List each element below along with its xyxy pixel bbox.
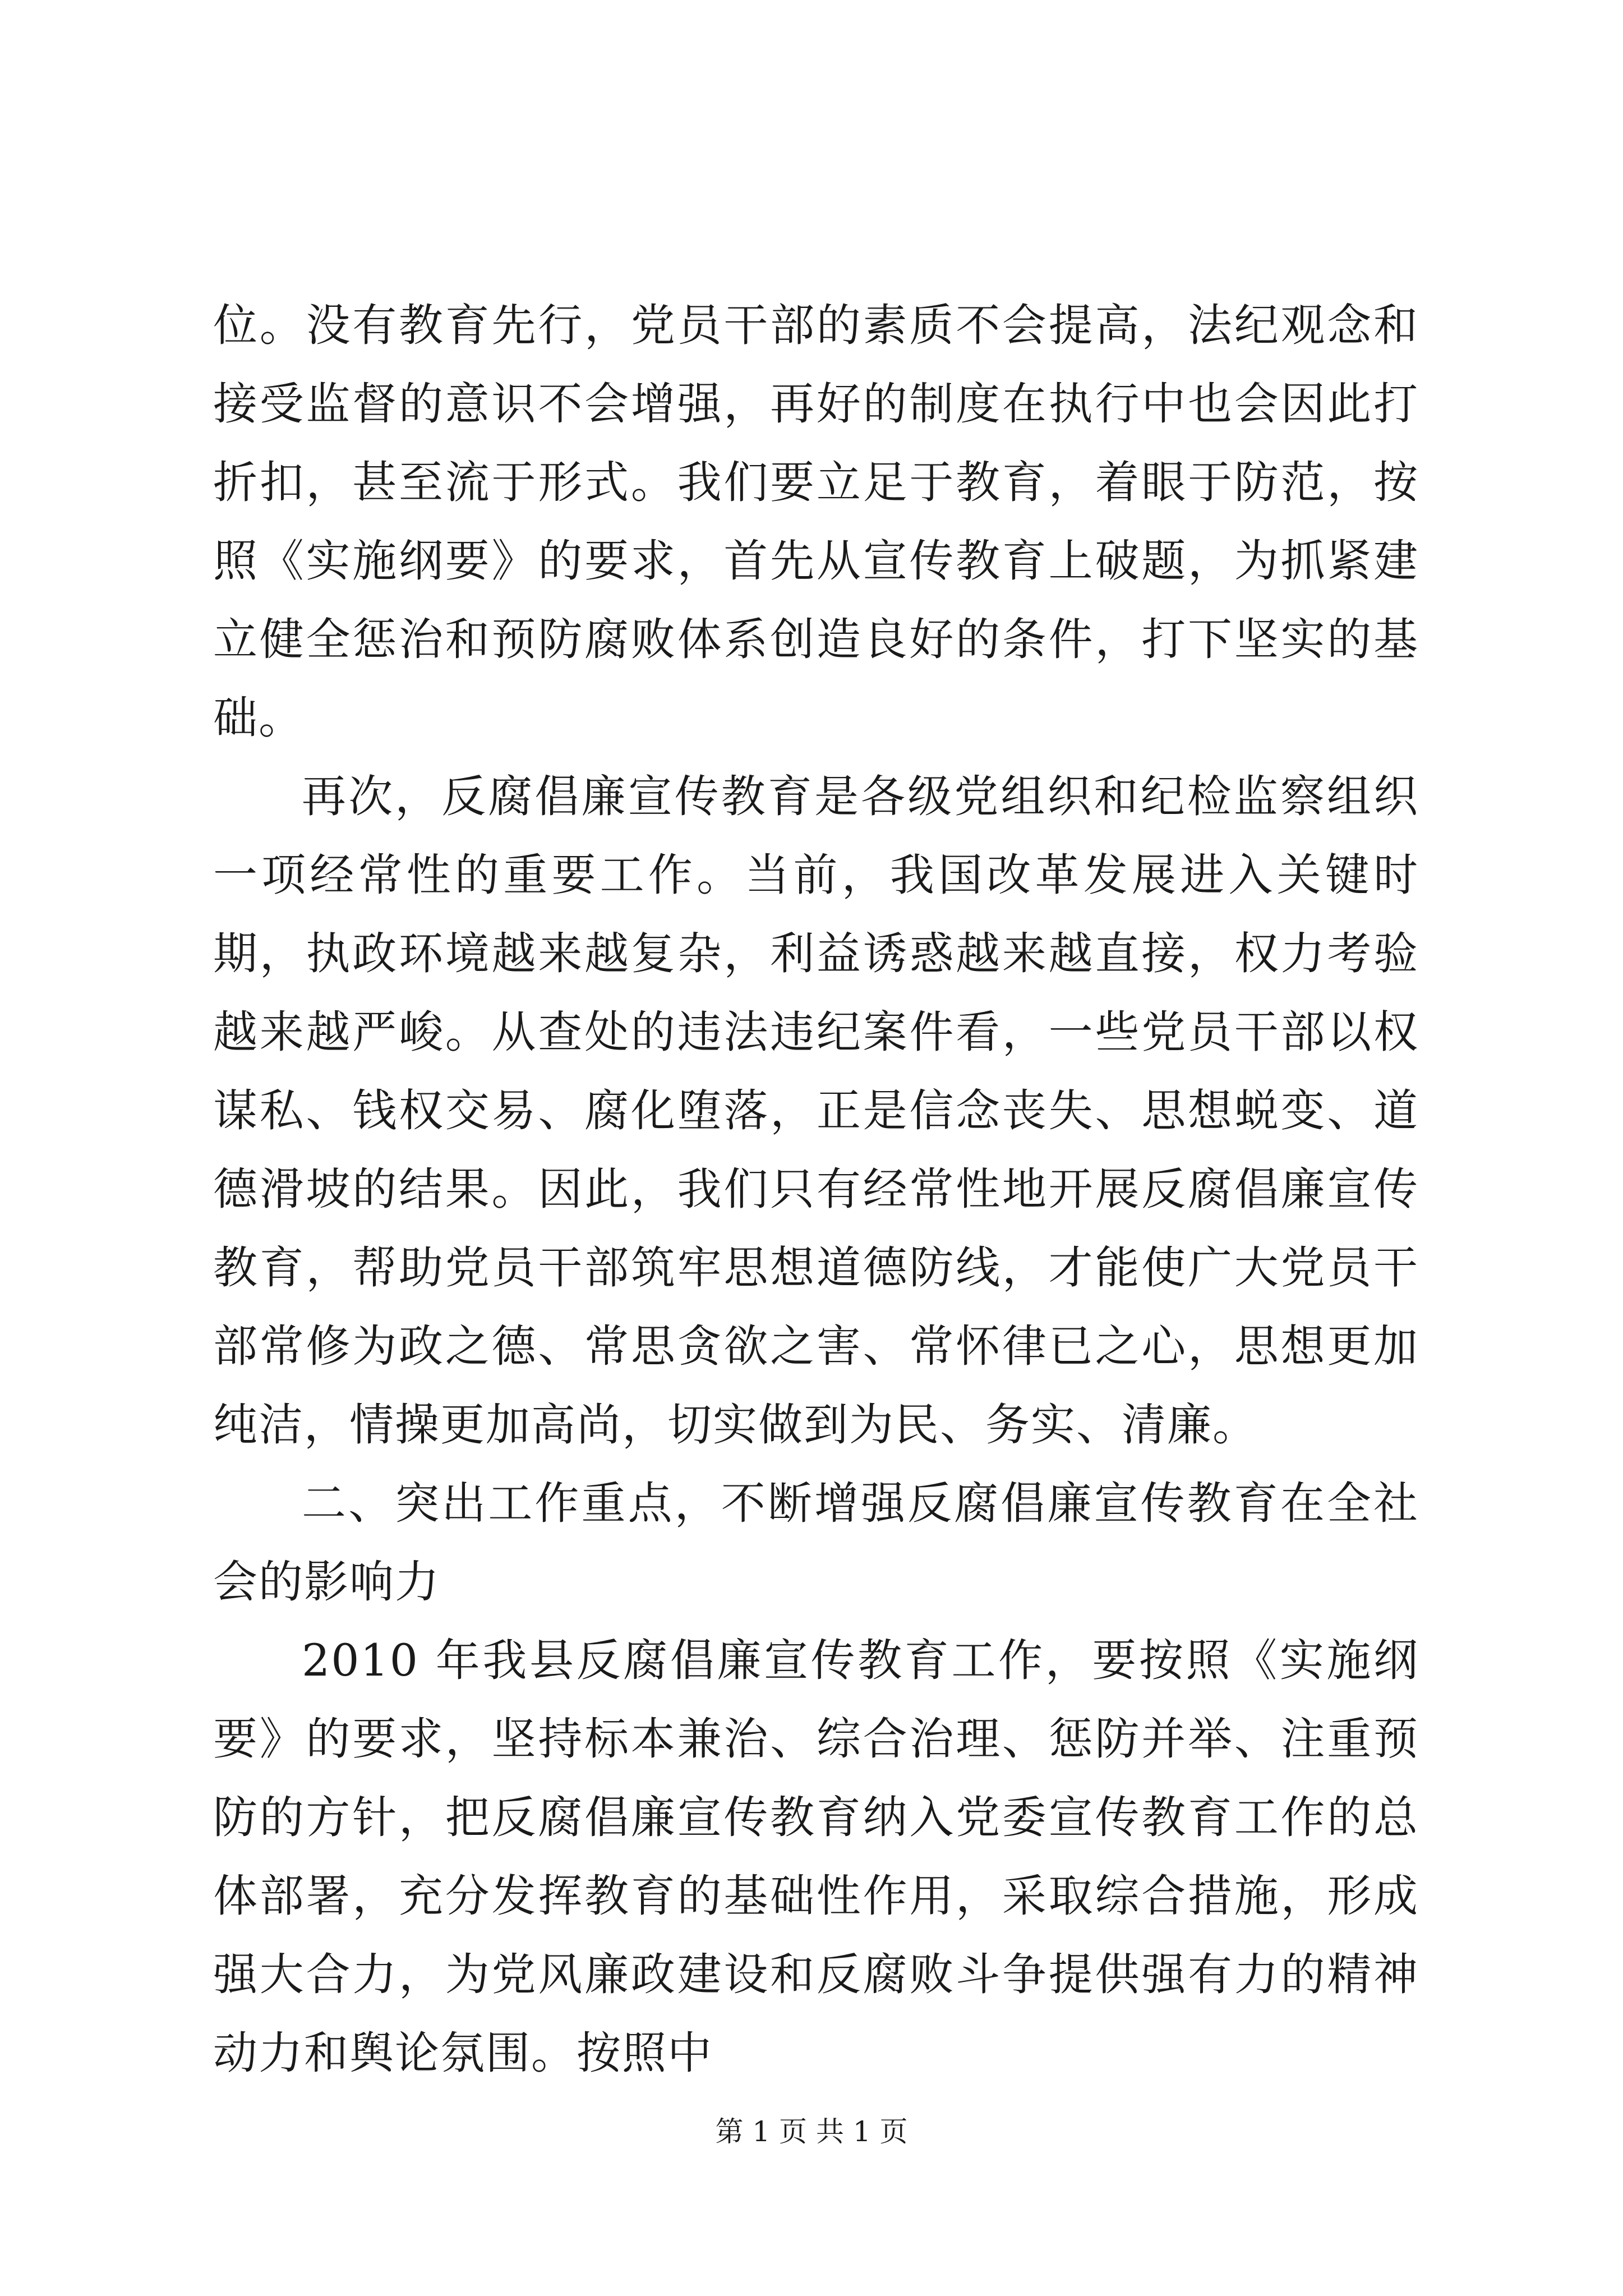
paragraph-2010: 2010 年我县反腐倡廉宣传教育工作，要按照《实施纲要》的要求，坚持标本兼治、综合治理、惩防并举、注重预防的方针，把反腐倡廉宣传教育纳入党委宣传教育工作的总体部署，充分发挥教育的基础性作用，采取综合措施，形成强大合力，为党风廉政建设和反腐败斗争提供强有力的精神动力和舆论氛围。按照中 [213,1635,1419,2079]
paragraph-zaici: 再次，反腐倡廉宣传教育是各级党组织和纪检监察组织一项经常性的重要工作。当前，我国改革发展进入关键时期，执政环境越来越复杂，利益诱惑越来越直接，权力考验越来越严峻。从查处的违法违纪案件看，一些党员干部以权谋私、钱权交易、腐化堕落，正是信念丧失、思想蜕变、道德滑坡的结果。因此，我们只有经常性地开展反腐倡廉宣传教育，帮助党员干部筑牢思想道德防线，才能使广大党员干部常修为政之德、常思贪欲之害、常怀律已之心，思想更加纯洁，情操更加高尚，切实做到为民、务实、清廉。 [213,771,1419,1451]
document-body [213,286,1419,2092]
paragraph-continuation: 位。没有教育先行，党员干部的素质不会提高，法纪观念和接受监督的意识不会增强，再好的制度在执行中也会因此打折扣，甚至流于形式。我们要立足于教育，着眼于防范，按照《实施纲要》的要求，首先从宣传教育上破题，为抓紧建立健全惩治和预防腐败体系创造良好的条件，打下坚实的基础。 [213,300,1419,744]
section-heading-two: 二、突出工作重点，不断增强反腐倡廉宣传教育在全社会的影响力 [213,1478,1419,1608]
page-footer: 第 1 页 共 1 页 [715,2115,908,2148]
